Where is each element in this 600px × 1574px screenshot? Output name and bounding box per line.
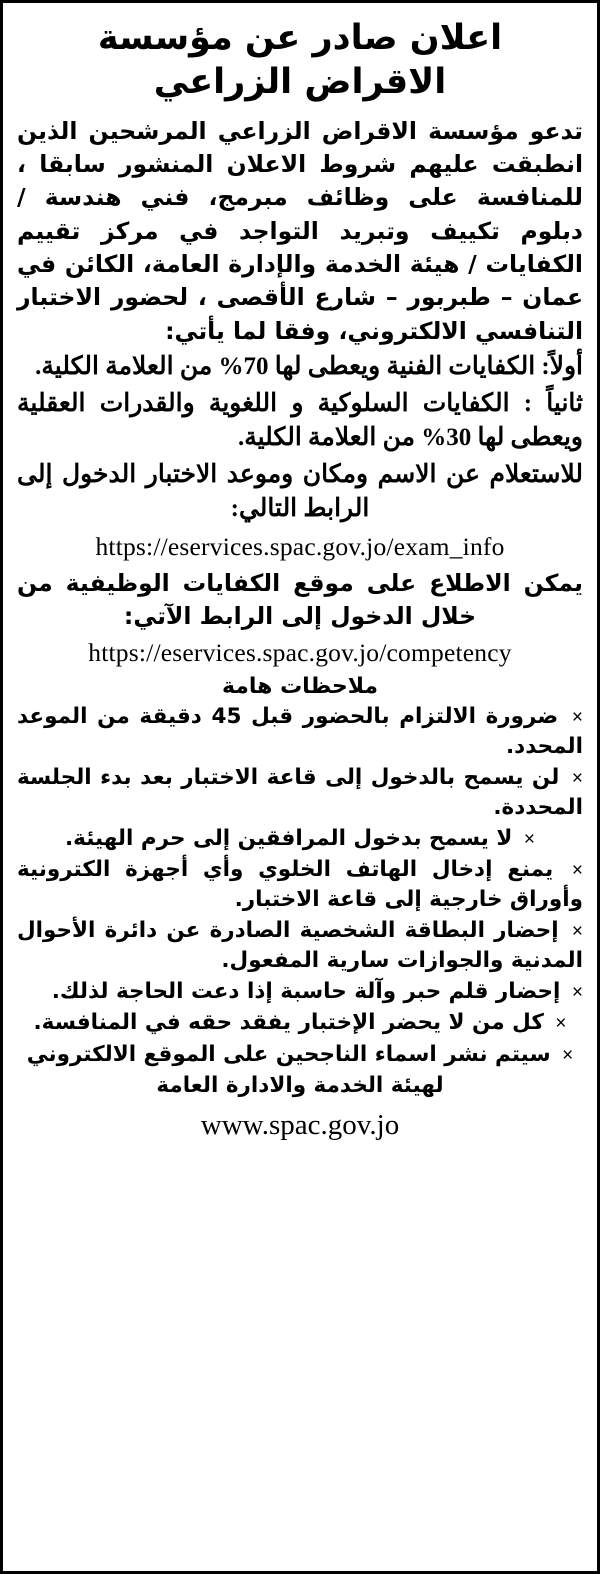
list-item [17, 824, 583, 854]
list-item-text: يمنع إدخال الهاتف الخلوي وأي أجهزة الكترونية وأوراق خارجية إلى قاعة الاختبار. [17, 856, 583, 913]
footer-website-link[interactable]: www.spac.gov.jo [200, 1108, 400, 1141]
list-item [17, 1040, 583, 1070]
list-item-text: كل من لا يحضر الإختبار يفقد حقه في المنافسة. [33, 1010, 544, 1036]
cross-bullet-icon: × [571, 859, 583, 881]
page-title [17, 17, 583, 105]
intro-paragraph: تدعو مؤسسة الاقراض الزراعي المرشحين الذين انطبقت عليهم شروط الاعلان المنشور سابقا ، للمنافسة على وظائف مبرمج، فني هندسة / دبلوم تكييف وتبريد التواجد في مركز تقييم الكفايات / هيئة الخدمة والإدارة العامة، الكائن في عمان – طبربور – شارع الأقصى ، لحضور الاختبار التنافسي الالكتروني، وفقا لما يأتي: [17, 116, 583, 345]
list-item-text: سيتم نشر اسماء الناجحين على الموقع الالكتروني [26, 1041, 551, 1067]
list-item-text: ضرورة الالتزام بالحضور قبل 45 دقيقة من الموعد المحدد. [17, 703, 583, 759]
cross-bullet-icon: × [555, 1013, 567, 1035]
inquiry-paragraph: للاستعلام عن الاسم ومكان وموعد الاختبار الدخول إلى الرابط التالي: [17, 460, 583, 523]
competency-link[interactable]: https://eservices.spac.gov.jo/competency [88, 638, 512, 668]
cross-bullet-icon: × [571, 921, 583, 943]
list-item-text: لا يسمح بدخول المرافقين إلى حرم الهيئة. [64, 825, 513, 851]
list-item [17, 855, 583, 915]
headline-line-1: اعلان صادر عن مؤسسة [97, 18, 503, 58]
list-item [17, 763, 583, 823]
advertisement-body [17, 17, 583, 1567]
list-item [17, 1008, 583, 1038]
list-item [17, 916, 583, 976]
list-item-text: إحضار البطاقة الشخصية الصادرة عن دائرة الأحوال المدنية والجوازات سارية المفعول. [17, 918, 583, 974]
exam-info-link[interactable]: https://eservices.spac.gov.jo/exam_info [95, 531, 505, 561]
closing-line: لهيئة الخدمة والادارة العامة [156, 1072, 444, 1098]
cross-bullet-icon: × [571, 767, 583, 789]
cross-bullet-icon: × [523, 828, 535, 850]
list-item [17, 977, 583, 1007]
cross-bullet-icon: × [571, 706, 583, 728]
clause-first: أولاً: الكفايات الفنية ويعطى لها 70% من العلامة الكلية. [35, 353, 583, 381]
headline-line-2: الاقراض الزراعي [153, 61, 447, 102]
list-item-text: لن يسمح بالدخول إلى قاعة الاختبار بعد بدء الجلسة المحددة. [17, 764, 583, 820]
clause-second: ثانياً : الكفايات السلوكية و اللغوية والقدرات العقلية ويعطى لها 30% من العلامة الكلية. [17, 389, 583, 452]
cross-bullet-icon: × [571, 982, 583, 1004]
notes-heading: ملاحظات هامة [221, 673, 379, 699]
cross-bullet-icon: × [562, 1044, 574, 1066]
list-item [17, 702, 583, 762]
competency-paragraph: يمكن الاطلاع على موقع الكفايات الوظيفية من خلال الدخول إلى الرابط الآتي: [17, 568, 583, 631]
list-item-text: إحضار قلم حبر وآلة حاسبة إذا دعت الحاجة لذلك. [51, 979, 561, 1005]
